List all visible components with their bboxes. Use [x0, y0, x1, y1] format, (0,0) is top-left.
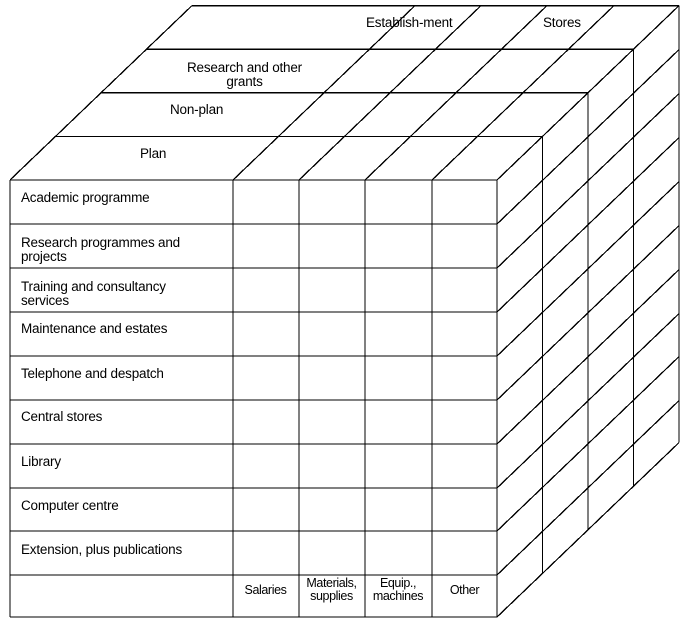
column-label-salaries: Salaries	[244, 583, 287, 597]
row-label-research-programmes: Research programmes and projects	[21, 235, 180, 264]
layer-label-establishment: Establish-ment	[366, 15, 453, 30]
column-label-materials-supplies: Materials, supplies	[306, 576, 357, 603]
row-label-telephone-despatch: Telephone and despatch	[21, 366, 164, 381]
layer-label-stores: Stores	[543, 15, 581, 30]
layer-label-non-plan: Non-plan	[170, 102, 224, 117]
row-label-central-stores: Central stores	[21, 409, 103, 424]
layer-label-plan: Plan	[140, 146, 167, 161]
layer-label-research-grants: Research and other grants	[187, 60, 302, 89]
row-label-training-consultancy: Training and consultancy services	[21, 279, 166, 308]
row-label-maintenance-estates: Maintenance and estates	[21, 321, 168, 336]
column-label-other: Other	[449, 583, 480, 597]
row-label-extension-publications: Extension, plus publications	[21, 542, 183, 557]
row-label-library: Library	[21, 454, 61, 469]
column-label-equip-machines: Equip., machines	[372, 576, 424, 603]
row-label-academic-programme: Academic programme	[21, 190, 150, 205]
row-label-computer-centre: Computer centre	[21, 498, 119, 513]
